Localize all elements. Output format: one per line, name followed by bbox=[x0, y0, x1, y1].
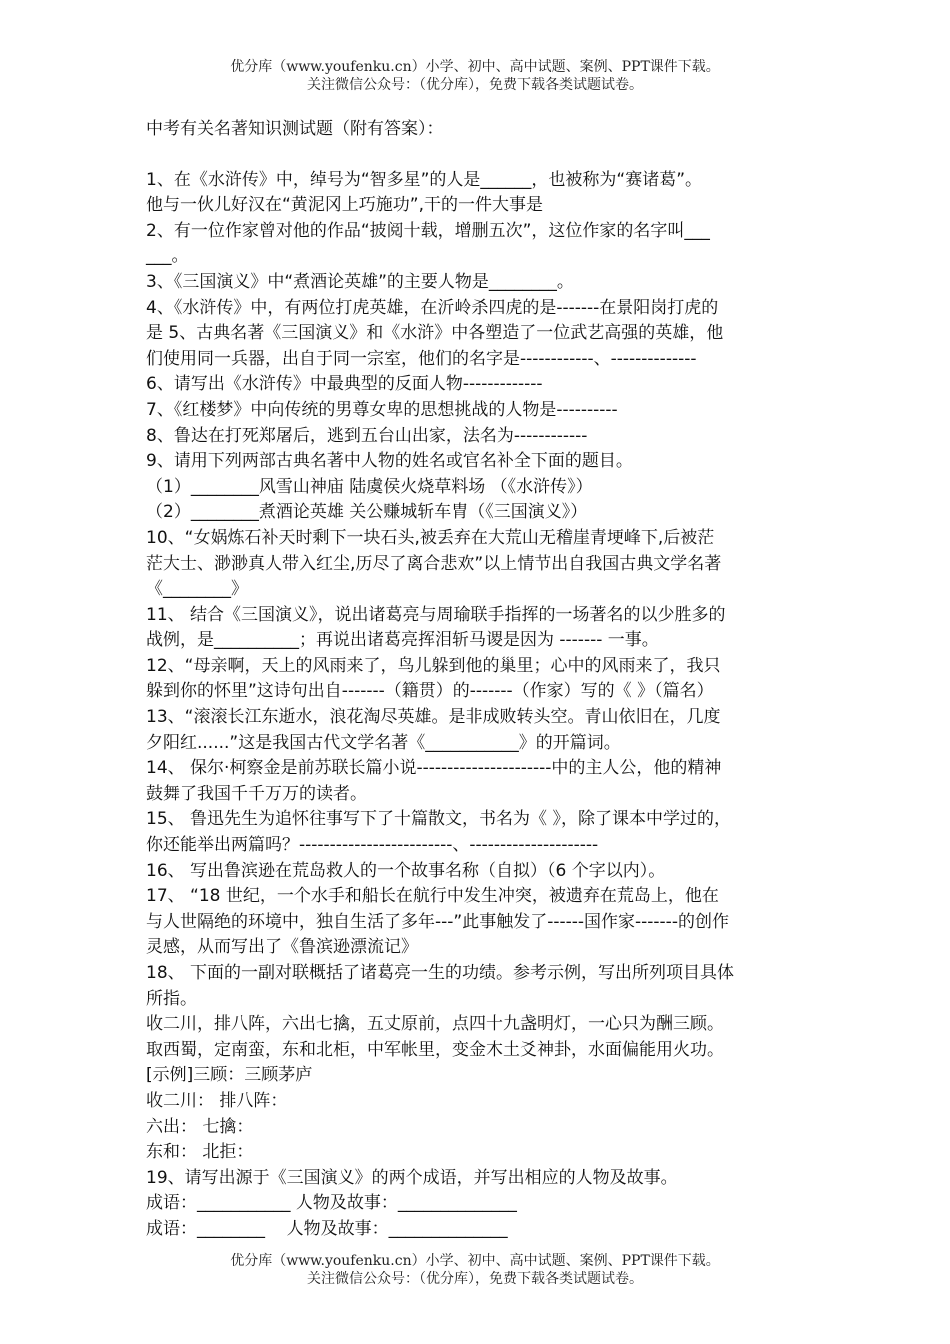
document-title: 中考有关名著知识测试题（附有答案）： bbox=[146, 119, 444, 139]
text-line: 他与一伙儿好汉在“黄泥冈上巧施功”,干的一件大事是 bbox=[146, 195, 544, 216]
text-line: 鼓舞了我国千千万万的读者。 bbox=[146, 783, 367, 804]
text-line: 茫大士、渺渺真人带入红尘,历尽了离合悲欢”以上情节出自我国古典文学名著 bbox=[146, 553, 722, 574]
text-line: 7、《红楼梦》中向传统的男尊女卑的思想挑战的人物是---------- bbox=[146, 399, 618, 420]
text-line: 16、 写出鲁滨逊在荒岛救人的一个故事名称（自拟）（6 个字以内）。 bbox=[146, 860, 666, 881]
header-line-2: 关注微信公众号：（优分库），免费下载各类试题试卷。 bbox=[307, 77, 643, 93]
text-line: 15、 鲁迅先生为追怀往事写下了十篇散文，书名为《 》，除了课本中学过的， bbox=[146, 809, 731, 830]
text-line: 1、在《水浒传》中，绰号为“智多星”的人是______，也被称为“赛诸葛”。 bbox=[146, 169, 703, 190]
document-body bbox=[146, 117, 818, 1243]
text-line: 们使用同一兵器，出自于同一宗室，他们的名字是------------、-------------- bbox=[146, 348, 697, 369]
text-line: 17、 “18 世纪，一个水手和船长在航行中发生冲突，被遗弃在荒岛上，他在 bbox=[146, 886, 719, 907]
footer-line-2: 关注微信公众号：（优分库），免费下载各类试题试卷。 bbox=[307, 1271, 643, 1287]
text-line: 所指。 bbox=[146, 988, 197, 1009]
text-line: 你还能举出两篇吗？-------------------------、--------------------- bbox=[146, 835, 599, 856]
text-line: 战例，是__________；再说出诸葛亮挥泪斩马谡是因为 ------- 一事。 bbox=[146, 630, 659, 651]
text-line: 躲到你的怀里”这诗句出自-------（籍贯）的-------（作家）写的《 》（篇名） bbox=[146, 681, 714, 702]
text-line: 12、“母亲啊，天上的风雨来了，鸟儿躲到他的巢里；心中的风雨来了，我只 bbox=[146, 655, 721, 676]
text-line: 18、 下面的一副对联概括了诸葛亮一生的功绩。参考示例，写出所列项目具体 bbox=[146, 963, 735, 983]
text-line: 成语：___________ 人物及故事：______________ bbox=[146, 1193, 517, 1214]
footer-line-1: 优分库（www.youfenku.cn）小学、初中、高中试题、案例、PPT课件下载。 bbox=[230, 1253, 720, 1269]
text-line: 13、“滚滚长江东逝水，浪花淘尽英雄。是非成败转头空。青山依旧在，几度 bbox=[146, 707, 721, 728]
text-line: 成语：________ 人物及故事：______________ bbox=[146, 1218, 508, 1239]
text-line: ___。 bbox=[146, 246, 189, 267]
text-line: 14、 保尔·柯察金是前苏联长篇小说----------------------中的主人公，他的精神 bbox=[146, 758, 722, 779]
page-header bbox=[0, 58, 950, 94]
text-line: 11、 结合《三国演义》，说出诸葛亮与周瑜联手指挥的一场著名的以少胜多的 bbox=[146, 604, 726, 625]
text-line: （2）________煮酒论英雄 关公赚城斩车胄（《三国演义》） bbox=[146, 502, 588, 523]
text-line: 取西蜀，定南蛮，东和北柜，中军帐里，变金木土爻神卦，水面偏能用火功。 bbox=[146, 1039, 724, 1060]
text-line: 是 5、古典名著《三国演义》和《水浒》中各塑造了一位武艺高强的英雄，他 bbox=[146, 323, 724, 344]
text-line: 灵感，从而写出了《鲁滨逊漂流记》 bbox=[146, 937, 418, 958]
text-line: （1）________风雪山神庙 陆虞侯火烧草料场 （《水浒传》） bbox=[146, 476, 593, 497]
text-line: 3、《三国演义》中“煮酒论英雄”的主要人物是________。 bbox=[146, 271, 574, 292]
page-footer bbox=[0, 1252, 950, 1288]
text-line: 10、“女娲炼石补天时剩下一块石头,被丢弃在大荒山无稽崖青埂峰下,后被茫 bbox=[146, 527, 715, 548]
text-line: 收二川，排八阵，六出七擒，五丈原前，点四十九盏明灯，一心只为酬三顾。 bbox=[146, 1014, 724, 1035]
text-line: 19、请写出源于《三国演义》的两个成语，并写出相应的人物及故事。 bbox=[146, 1167, 678, 1188]
text-line: 东和： 北拒： bbox=[146, 1142, 254, 1163]
text-line: 六出： 七擒： bbox=[146, 1116, 254, 1137]
text-line: 夕阳红......”这是我国古代文学名著《___________》的开篇词。 bbox=[146, 732, 621, 753]
text-line: 收二川： 排八阵： bbox=[146, 1090, 288, 1111]
text-line: 9、请用下列两部古典名著中人物的姓名或官名补全下面的题目。 bbox=[146, 451, 633, 472]
text-line: 6、请写出《水浒传》中最典型的反面人物------------- bbox=[146, 374, 543, 395]
text-line: 与人世隔绝的环境中，独自生活了多年---”此事触发了------国作家-------的创作 bbox=[146, 911, 729, 932]
question-list bbox=[146, 168, 818, 1243]
header-line-1: 优分库（www.youfenku.cn）小学、初中、高中试题、案例、PPT课件下载。 bbox=[230, 59, 720, 75]
text-line: 8、鲁达在打死郑屠后，逃到五台山出家，法名为------------ bbox=[146, 425, 588, 446]
text-line: 4、《水浒传》中，有两位打虎英雄，在沂岭杀四虎的是-------在景阳岗打虎的 bbox=[146, 297, 719, 318]
text-line: 2、有一位作家曾对他的作品“披阅十载，增删五次”，这位作家的名字叫___ bbox=[146, 220, 710, 241]
text-line: 《________》 bbox=[146, 579, 248, 600]
text-line: [示例]三顾：三顾茅庐 bbox=[146, 1065, 313, 1086]
